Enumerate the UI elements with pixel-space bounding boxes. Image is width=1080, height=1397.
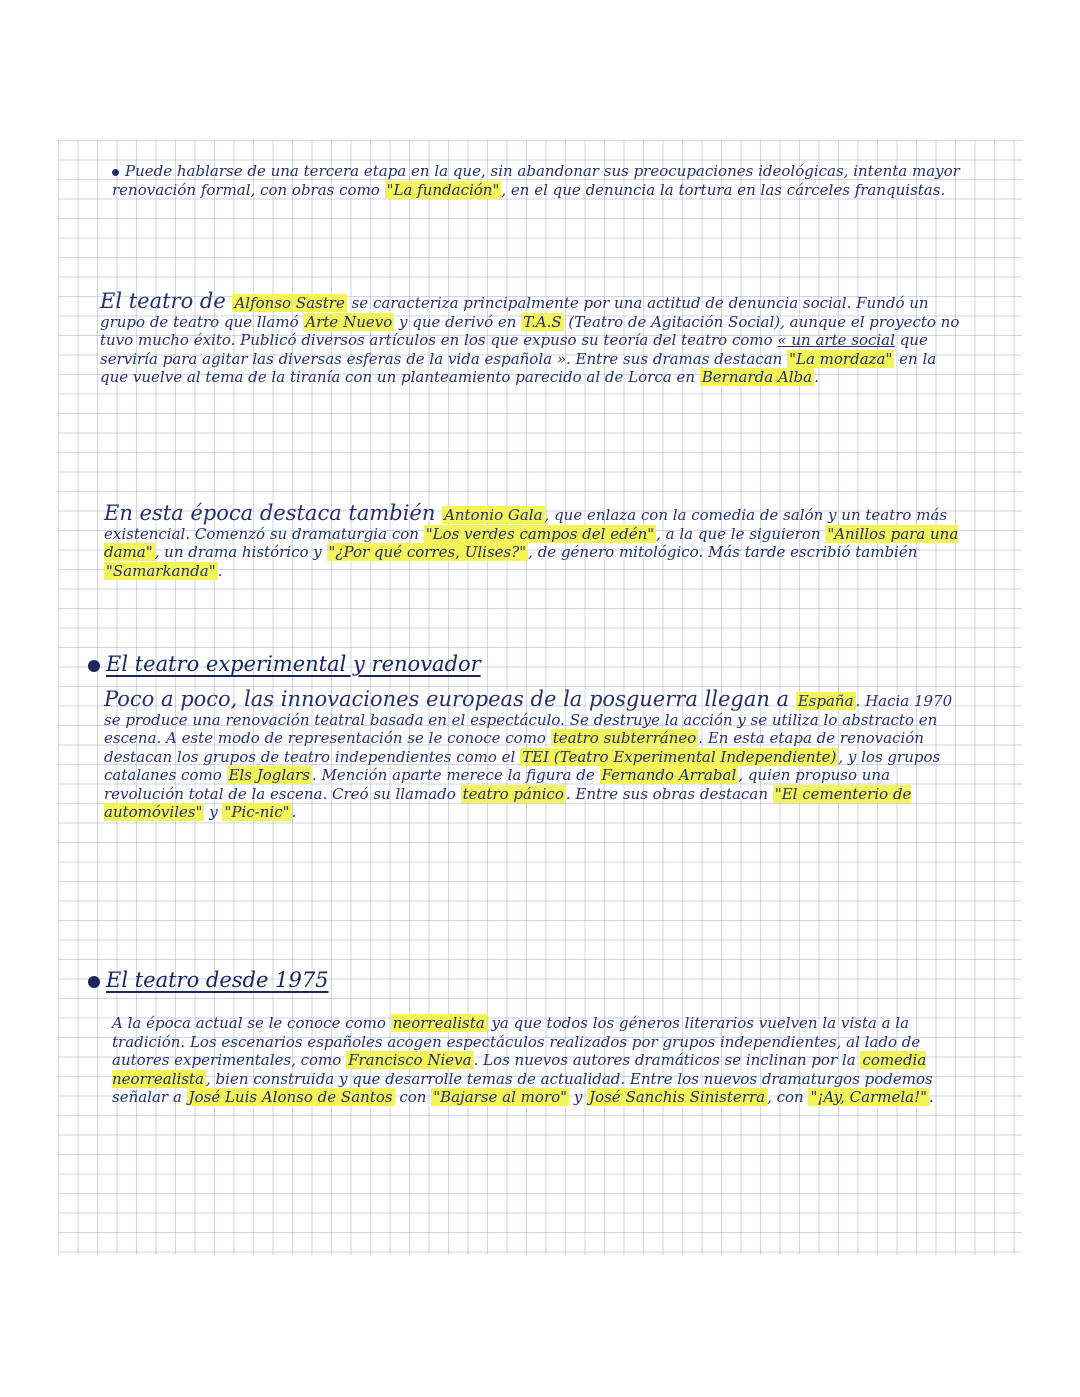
paragraph-alfonso-sastre: El teatro de Alfonso Sastre se caracteriza principalmente por una actitud de denuncia social. Fundó un grupo de teatro que llamó Arte Nuevo y que derivó en T.A.S (Teatro de Agitación Social), aunque el proyecto no tuvo mucho éxito. Publicó diversos artículos en los que expuso su teoría del teatro como « un arte social que serviría para agitar las diversas esferas de la vida española ». Entre sus dramas destacan "La mordaza" en la que vuelve al tema de la tiranía con un planteamiento parecido al de Lorca en Bernarda Alba . <box>100 289 960 386</box>
highlight-pic-nic: "Pic-nic" <box>224 803 290 821</box>
highlight-tei: TEI (Teatro Experimental Independiente) <box>522 747 837 766</box>
highlight-fernando-arrabal: Fernando Arrabal <box>601 766 737 784</box>
heading-bullet-icon <box>88 976 100 988</box>
bullet-dot <box>112 169 119 176</box>
heading-bullet-icon <box>88 660 100 672</box>
page-margin-top <box>0 0 1080 140</box>
heading-teatro-desde-1975: El teatro desde 1975 <box>88 968 329 992</box>
paragraph-teatro-experimental: Poco a poco, las innovaciones europeas de la posguerra llegan a España . Hacia 1970 se produce una renovación teatral basada en el espectáculo. Se destruye la acción y se utiliza lo abstracto en escena. A este modo de representación se le conoce como teatro subterráneo . En esta etapa de renovación destacan los grupos de teatro independientes como el TEI (Teatro Experimental Independiente) , y los grupos catalanes como Els Joglars . Mención aparte merece la figura de Fernando Arrabal , quien propuso una revolución total de la escena. Creó su llamado teatro pánico . Entre sus obras destacan "El cementerio de automóviles" y "Pic-nic" . <box>104 687 953 821</box>
highlight-espana: España <box>797 692 854 710</box>
highlight-teatro-panico: teatro pánico <box>462 784 564 803</box>
page-margin-left <box>0 0 58 1397</box>
page-margin-right <box>1022 0 1080 1397</box>
highlight-antonio-gala: Antonio Gala <box>444 506 543 524</box>
heading-teatro-experimental: El teatro experimental y renovador <box>88 652 481 676</box>
highlight-la-fundacion: "La fundación" <box>386 180 500 199</box>
highlight-samarkanda: "Samarkanda" <box>106 561 216 580</box>
highlight-cementerio-automoviles: "El cementerio de automóviles" <box>104 784 912 821</box>
paragraph-tercera-etapa: Puede hablarse de una tercera etapa en la que, sin abandonar sus preocupaciones ideológicas, intenta mayor renovación formal, con obras como "La fundación" , en el que denuncia la tortura en las cárceles franquistas. <box>112 162 960 199</box>
highlight-alfonso-sastre: Alfonso Sastre <box>234 294 345 312</box>
highlight-comedia-neorrealista: comedia neorrealista <box>112 1051 927 1088</box>
highlight-alonso-de-santos: José Luis Alonso de Santos <box>188 1088 393 1106</box>
highlight-bernarda-alba: Bernarda Alba <box>701 368 813 386</box>
highlight-verdes-campos: "Los verdes campos del edén" <box>425 524 655 543</box>
highlight-arte-nuevo: Arte Nuevo <box>305 312 393 331</box>
highlight-ulises: "¿Por qué corres, Ulises?" <box>328 543 527 561</box>
page-margin-bottom <box>0 1255 1080 1397</box>
highlight-tas: T.A.S <box>523 312 562 331</box>
highlight-teatro-subterraneo: teatro subterráneo <box>552 729 697 747</box>
highlight-la-mordaza: "La mordaza" <box>789 349 893 368</box>
highlight-sanchis-sinisterra: José Sanchis Sinisterra <box>589 1088 766 1106</box>
highlight-francisco-nieva: Francisco Nieva <box>348 1051 472 1069</box>
highlight-neorrealista: neorrealista <box>392 1014 485 1032</box>
paragraph-antonio-gala: En esta época destaca también Antonio Gala , que enlaza con la comedia de salón y un teatro más existencial. Comenzó su dramaturgia con "Los verdes campos del edén" , a la que le siguieron "Anillos para una dama" , un drama histórico y "¿Por qué corres, Ulises?" , de género mitológico. Más tarde escribió también "Samarkanda" . <box>104 501 959 580</box>
highlight-bajarse-al-moro: "Bajarse al moro" <box>433 1088 568 1106</box>
highlight-anillos-dama: "Anillos para una dama" <box>104 524 959 561</box>
paragraph-teatro-desde-1975: A la época actual se le conoce como neorrealista ya que todos los géneros literarios vuelven la vista a la tradición. Los escenarios españoles acogen espectáculos realizados por grupos independientes, al lado de autores experimentales, como Francisco Nieva . Los nuevos autores dramáticos se inclinan por la comedia neorrealista , bien construida y que desarrolle temas de actualidad. Entre los nuevos dramaturgos podemos señalar a José Luis Alonso de Santos con "Bajarse al moro" y José Sanchis Sinisterra , con "¡Ay, Carmela!" . <box>112 1014 934 1106</box>
highlight-els-joglars: Els Joglars <box>228 766 310 784</box>
highlight-ay-carmela: "¡Ay, Carmela!" <box>810 1088 928 1106</box>
